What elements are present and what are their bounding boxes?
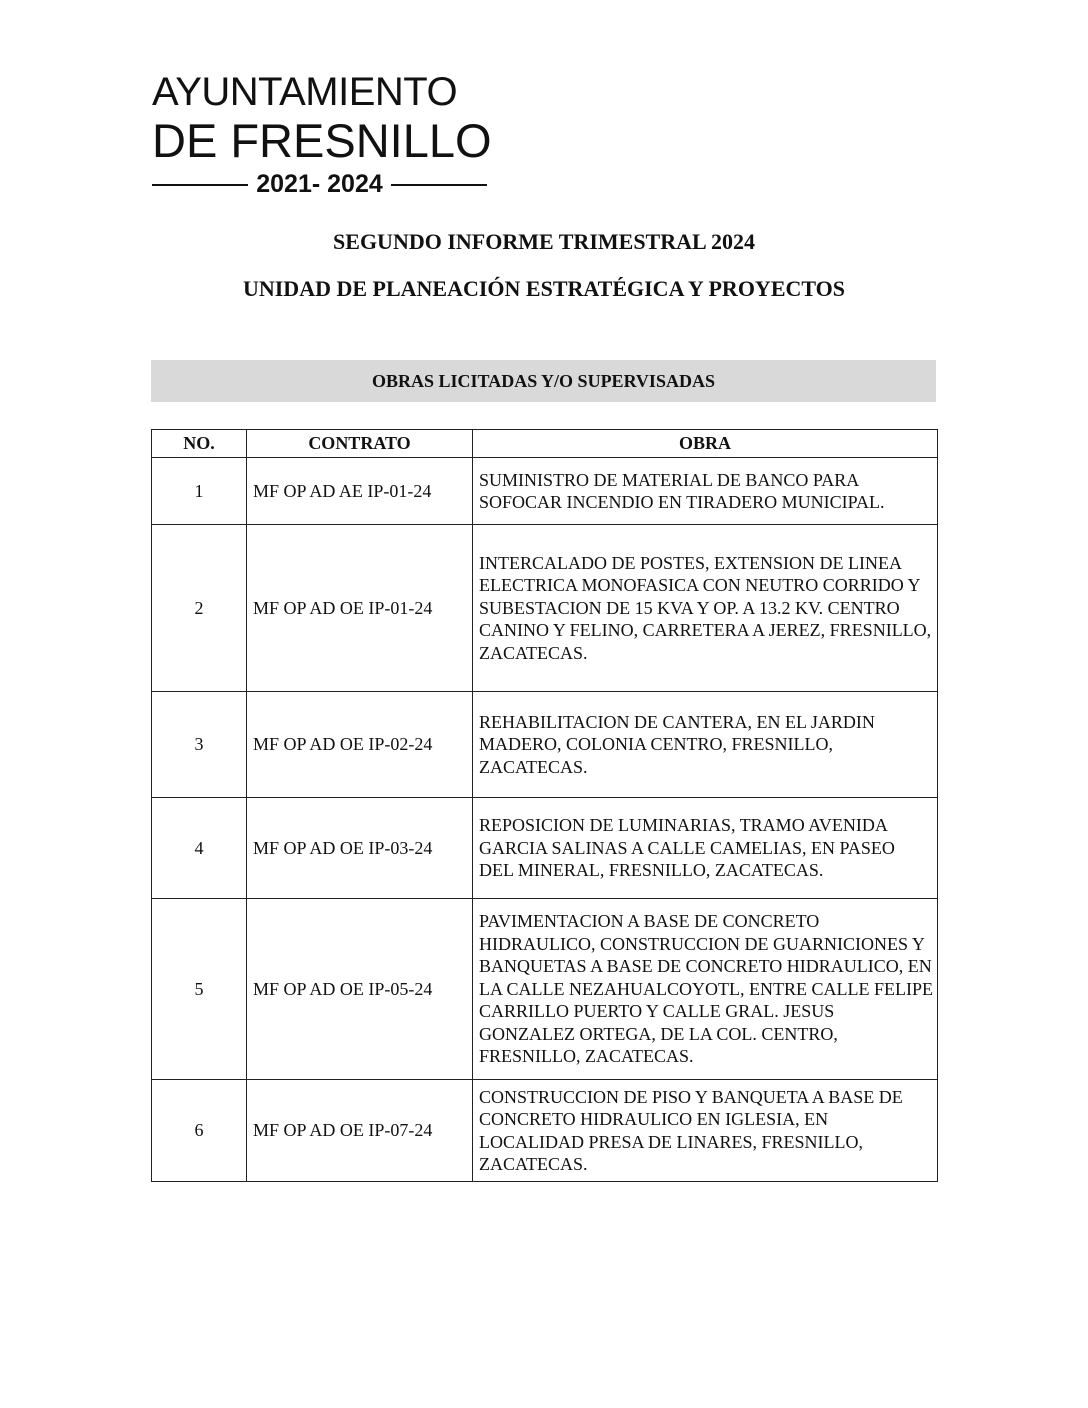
logo-years-row <box>152 170 487 199</box>
header-contrato: CONTRATO <box>247 430 473 458</box>
section-banner <box>151 360 936 402</box>
row-work-description: SUMINISTRO DE MATERIAL DE BANCO PARA SOFOCAR INCENDIO EN TIRADERO MUNICIPAL. <box>473 458 938 525</box>
table-row <box>152 525 938 692</box>
municipality-logo <box>152 70 492 199</box>
header-no: NO. <box>152 430 247 458</box>
row-work-description: INTERCALADO DE POSTES, EXTENSION DE LINEA ELECTRICA MONOFASICA CON NEUTRO CORRIDO Y SUBESTACION DE 15 KVA Y OP. A 13.2 KV. CENTRO CANINO Y FELINO, CARRETERA A JEREZ, FRESNILLO, ZACATECAS. <box>473 525 938 692</box>
table-row <box>152 899 938 1080</box>
row-contract: MF OP AD AE IP-01-24 <box>247 458 473 525</box>
row-contract: MF OP AD OE IP-07-24 <box>247 1080 473 1182</box>
row-work-description: REPOSICION DE LUMINARIAS, TRAMO AVENIDA GARCIA SALINAS A CALLE CAMELIAS, EN PASEO DEL MINERAL, FRESNILLO, ZACATECAS. <box>473 798 938 899</box>
row-work-description: PAVIMENTACION A BASE DE CONCRETO HIDRAULICO, CONSTRUCCION DE GUARNICIONES Y BANQUETAS A BASE DE CONCRETO HIDRAULICO, EN LA CALLE NEZAHUALCOYOTL, ENTRE CALLE FELIPE CARRILLO PUERTO Y CALLE GRAL. JESUS GONZALEZ ORTEGA, DE LA COL. CENTRO, FRESNILLO, ZACATECAS. <box>473 899 938 1080</box>
row-contract: MF OP AD OE IP-05-24 <box>247 899 473 1080</box>
logo-line-1: AYUNTAMIENTO <box>152 70 458 114</box>
row-contract: MF OP AD OE IP-02-24 <box>247 692 473 798</box>
works-table <box>151 429 938 1182</box>
row-number: 1 <box>152 458 247 525</box>
table-header-row <box>152 430 938 458</box>
report-title: SEGUNDO INFORME TRIMESTRAL 2024 <box>333 229 755 254</box>
table-row <box>152 458 938 525</box>
row-contract: MF OP AD OE IP-03-24 <box>247 798 473 899</box>
logo-rule-right <box>391 184 487 186</box>
row-number: 2 <box>152 525 247 692</box>
row-contract: MF OP AD OE IP-01-24 <box>247 525 473 692</box>
table-row <box>152 1080 938 1182</box>
logo-line-2: DE FRESNILLO <box>152 114 492 167</box>
header-obra: OBRA <box>473 430 938 458</box>
logo-rule-left <box>152 184 248 186</box>
table-row <box>152 798 938 899</box>
table-row <box>152 692 938 798</box>
row-number: 3 <box>152 692 247 798</box>
row-number: 6 <box>152 1080 247 1182</box>
row-work-description: CONSTRUCCION DE PISO Y BANQUETA A BASE DE CONCRETO HIDRAULICO EN IGLESIA, EN LOCALIDAD PRESA DE LINARES, FRESNILLO, ZACATECAS. <box>473 1080 938 1182</box>
row-number: 5 <box>152 899 247 1080</box>
logo-years: 2021- 2024 <box>256 170 383 198</box>
unit-title: UNIDAD DE PLANEACIÓN ESTRATÉGICA Y PROYECTOS <box>242 276 846 301</box>
row-work-description: REHABILITACION DE CANTERA, EN EL JARDIN MADERO, COLONIA CENTRO, FRESNILLO, ZACATECAS. <box>473 692 938 798</box>
row-number: 4 <box>152 798 247 899</box>
section-title: OBRAS LICITADAS Y/O SUPERVISADAS <box>372 370 715 391</box>
